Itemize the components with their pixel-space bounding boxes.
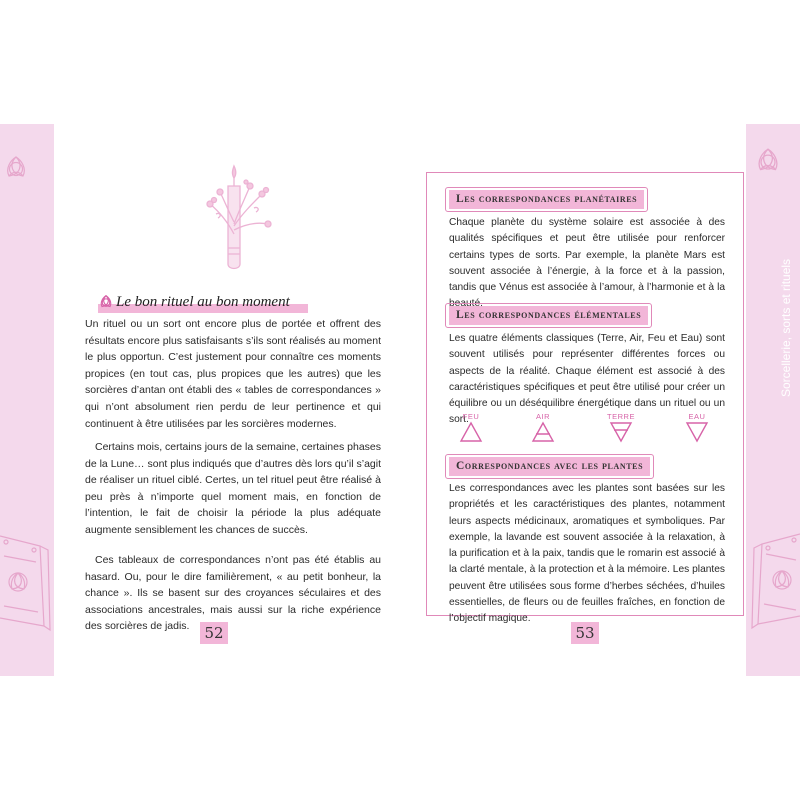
fire-triangle-icon xyxy=(459,421,483,443)
section-heading xyxy=(86,292,308,314)
triquetra-icon xyxy=(3,154,29,182)
triquetra-icon xyxy=(754,146,782,176)
candle-herbs-illustration xyxy=(206,164,276,276)
element-label: EAU xyxy=(688,412,706,421)
air-triangle-icon xyxy=(531,421,555,443)
section-text-plants: Les correspondances avec les plantes sont basées sur les propriétés et les caractéristiques des plantes, notamment leurs aspects médicinaux, aromatiques et symboliques. Par exemple, la lavande est souvent associée à la relaxation, à la purification et à la paix, tandis que le romarin est associé à la clarté mentale, à la protection et à la mémoire. Les plantes peuvent être utilisées sous forme d’herbes séchées, d’huiles essentielles, de fleurs ou de feuilles fraîches, en fonction de l’objectif magique. xyxy=(449,483,725,625)
spellbook-icon xyxy=(0,526,54,638)
section-title-elemental: Les correspondances élémentales xyxy=(449,306,648,325)
section-title-planetary: Les correspondances planétaires xyxy=(449,190,644,209)
left-margin-band xyxy=(0,124,54,676)
paragraph xyxy=(85,439,381,539)
right-margin-band xyxy=(746,124,800,676)
correspondences-box xyxy=(426,172,744,625)
element-label: TERRE xyxy=(607,412,635,421)
paragraph-text: Ces tableaux de correspondances n’ont pas été établis au hasard. Ou, pour le dire familièrement, « au petit bonheur, la chance ». Ils se basent sur des croyances séculaires et des associations ancestrales, mais aussi sur la riche expérience des sorcières de jadis. xyxy=(85,554,381,633)
element-label: FEU xyxy=(462,412,480,421)
section-title-plants: Correspondances avec les plantes xyxy=(449,457,650,476)
heading-text: Le bon rituel au bon moment xyxy=(116,294,290,310)
paragraph-text: Certains mois, certains jours de la semaine, certaines phases de la Lune… sont plus indiqués que d’autres dès lors qu’il s’agit de réaliser un rituel ciblé. Certes, un tel rituel peut être réalisé à peu près à n’importe quel moment mais, en fonction de l’intention, le fait de choisir la période la plus adéquate augmente sensiblement les chances de succès. xyxy=(85,441,381,536)
element-fire xyxy=(451,412,491,448)
earth-triangle-icon xyxy=(609,421,633,443)
section-text-elemental: Les quatre éléments classiques (Terre, Air, Feu et Eau) sont souvent utilisés pour représenter différentes forces ou aspects de la réalité. Chaque élément est associé à des caractéristiques spécifiques et peut être utilisé pour créer un équilibre ou un déséquilibre énergétique dans un rituel ou un sort. xyxy=(449,333,725,426)
water-triangle-icon xyxy=(685,421,709,443)
side-title-text: Sorcellerie, sorts et rituels xyxy=(779,258,793,397)
left-page xyxy=(54,124,400,676)
paragraph-text: Un rituel ou un sort ont encore plus de portée et offrent des résultats encore plus satisfaisants s’ils sont réalisés au moment le plus opportun. C’est justement pour connaître ces moments propices (en tout cas, plus propices que les autres) que les sorcières d’antan ont établi des « tables de correspondances » qui n’ont absolument rien perdu de leur pertinence et qui continuent à être utilisées par les sorcières modernes. xyxy=(85,318,381,430)
element-air xyxy=(523,412,563,448)
page-number: 52 xyxy=(200,622,228,644)
side-title xyxy=(759,192,793,412)
section-text-planetary: Chaque planète du système solaire est associée à des qualités spécifiques et peut être utilisée pour renforcer certains types de sorts. Par exemple, la planète Mars est souvent associée à l’énergie, à la force et à la passion, tandis que Vénus est associée à l’amour, à l’harmonie et à la xyxy=(449,217,725,294)
page-number: 53 xyxy=(571,622,599,644)
paragraph xyxy=(85,316,381,432)
elements-row xyxy=(451,412,721,452)
book-spread xyxy=(0,124,800,676)
element-water xyxy=(677,412,717,448)
element-earth xyxy=(601,412,641,448)
triquetra-icon xyxy=(98,294,114,310)
spellbook-icon xyxy=(748,524,800,636)
right-page xyxy=(400,124,746,676)
element-label: AIR xyxy=(535,412,550,421)
paragraph xyxy=(85,552,381,635)
